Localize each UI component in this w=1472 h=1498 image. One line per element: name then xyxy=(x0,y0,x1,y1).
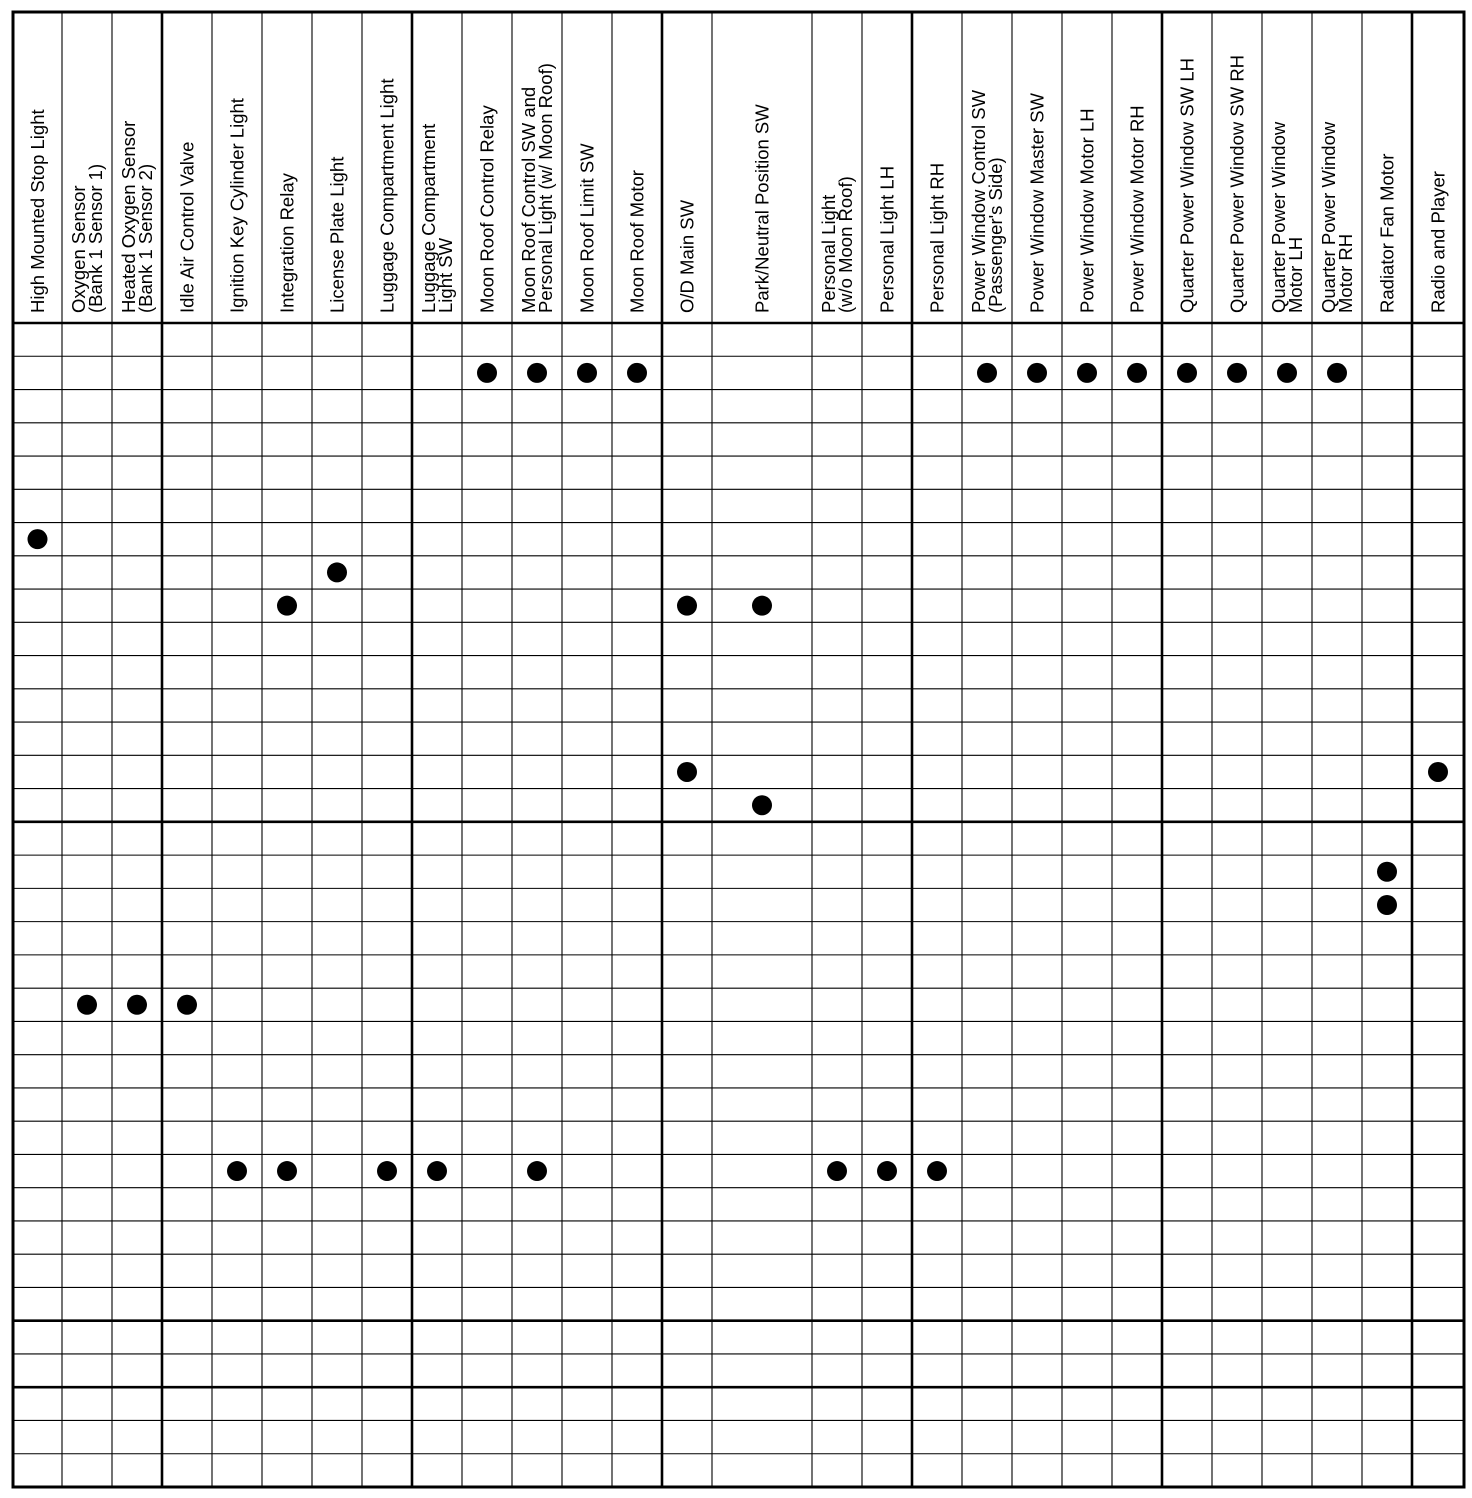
connection-dot xyxy=(327,562,347,582)
connection-dot xyxy=(227,1161,247,1181)
column-header-label: Radio and Player xyxy=(1427,171,1449,313)
connection-dot xyxy=(977,363,997,383)
connection-dot xyxy=(527,363,547,383)
column-header-label: Ignition Key Cylinder Light xyxy=(226,98,248,313)
connection-dot xyxy=(28,529,48,549)
connection-dot xyxy=(77,995,97,1015)
column-header-label: (Bank 1 Sensor 1) xyxy=(85,163,106,313)
column-header-label: Moon Roof Motor xyxy=(626,170,648,313)
connection-dot xyxy=(1227,363,1247,383)
column-header-label: Personal Light (w/ Moon Roof) xyxy=(535,63,556,313)
column-header-label: Luggage Compartment Light xyxy=(376,78,398,313)
connection-dot xyxy=(1377,895,1397,915)
column-header-label: Light SW xyxy=(435,237,456,313)
connection-dot xyxy=(427,1161,447,1181)
connection-dot xyxy=(1127,363,1147,383)
connection-dot xyxy=(752,596,772,616)
column-header-label: (Passenger's Side) xyxy=(985,157,1006,313)
connection-dot xyxy=(1077,363,1097,383)
column-header-label: Radiator Fan Motor xyxy=(1376,153,1398,313)
column-header-label: License Plate Light xyxy=(326,156,348,313)
connection-dot xyxy=(752,795,772,815)
column-header-label: Quarter Power Window xyxy=(1318,121,1339,313)
column-header-label: Power Window Master SW xyxy=(1026,93,1048,313)
connection-dot xyxy=(1177,363,1197,383)
column-header-label: Oxygen Sensor xyxy=(68,185,89,313)
connection-dot xyxy=(377,1161,397,1181)
connection-dot xyxy=(677,762,697,782)
connection-dot xyxy=(277,596,297,616)
column-header-label: Quarter Power Window SW LH xyxy=(1176,58,1198,313)
column-header-label: Park/Neutral Position SW xyxy=(751,104,773,313)
connection-dot xyxy=(127,995,147,1015)
column-header-label: Luggage Compartment xyxy=(418,123,439,313)
connection-dot xyxy=(827,1161,847,1181)
connection-dot xyxy=(277,1161,297,1181)
connection-dot xyxy=(1027,363,1047,383)
column-header-label: Quarter Power Window xyxy=(1268,121,1289,313)
column-header-label: Personal Light LH xyxy=(876,165,898,313)
connection-dot xyxy=(927,1161,947,1181)
connection-dot xyxy=(177,995,197,1015)
column-header-label: (w/o Moon Roof) xyxy=(835,176,856,313)
column-header-label: Personal Light RH xyxy=(926,162,948,313)
column-header-label: High Mounted Stop Light xyxy=(27,109,48,313)
connection-dot xyxy=(477,363,497,383)
column-header-label: Power Window Motor RH xyxy=(1126,105,1148,313)
connection-dot xyxy=(627,363,647,383)
column-header-label: Moon Roof Limit SW xyxy=(576,143,598,313)
column-header-label: Moon Roof Control SW and xyxy=(518,86,539,313)
column-header-label: Power Window Motor LH xyxy=(1076,108,1098,313)
column-headers xyxy=(27,55,1449,313)
column-header-label: Moon Roof Control Relay xyxy=(476,105,498,313)
connection-dot xyxy=(1377,862,1397,882)
connection-dot xyxy=(677,596,697,616)
connection-dot xyxy=(1277,363,1297,383)
column-header-label: Motor LH xyxy=(1285,236,1306,313)
column-header-label: Integration Relay xyxy=(276,173,298,313)
column-header-label: Heated Oxygen Sensor xyxy=(118,120,139,313)
connection-dot xyxy=(577,363,597,383)
column-header-label: Motor RH xyxy=(1335,233,1356,313)
connection-dot xyxy=(527,1161,547,1181)
connection-marks xyxy=(28,363,1449,1181)
column-header-label: Idle Air Control Valve xyxy=(176,141,198,313)
column-header-label: Quarter Power Window SW RH xyxy=(1226,54,1248,313)
column-header-label: Power Window Control SW xyxy=(968,89,989,313)
column-header-label: O/D Main SW xyxy=(676,199,698,313)
connection-dot xyxy=(1327,363,1347,383)
connection-dot xyxy=(1428,762,1448,782)
connection-dot xyxy=(877,1161,897,1181)
column-header-label: (Bank 1 Sensor 2) xyxy=(135,163,156,313)
column-header-label: Personal Light xyxy=(818,194,839,313)
